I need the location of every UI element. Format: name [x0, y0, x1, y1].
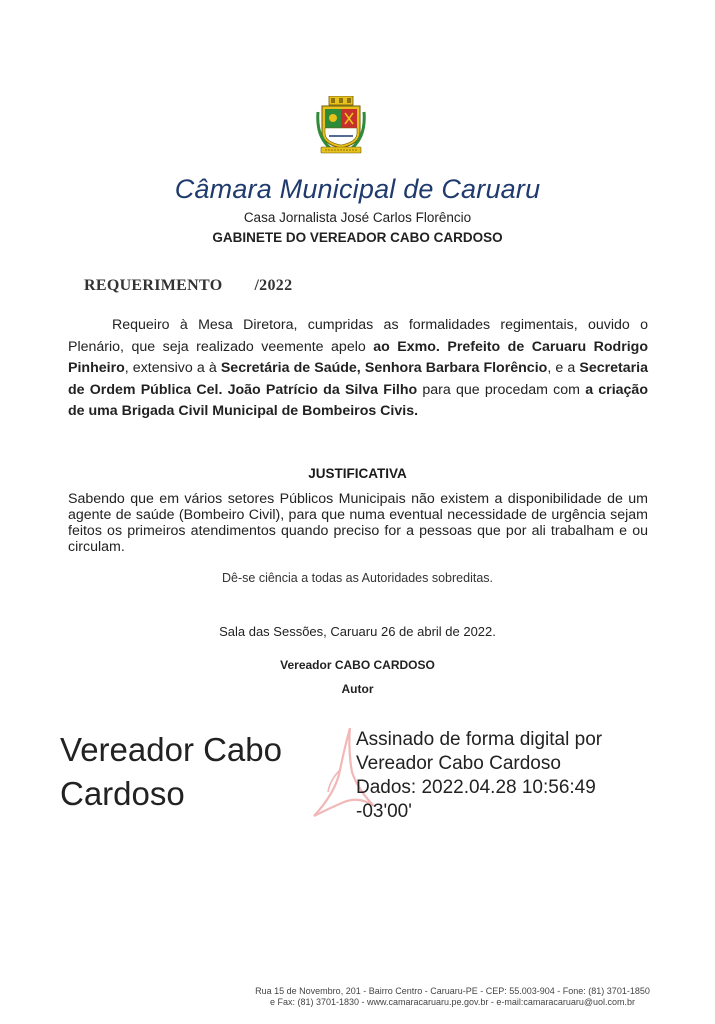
place-date: Sala das Sessões, Caruaru 26 de abril de 2022.	[219, 624, 496, 639]
request-text-4: para que procedam com	[417, 381, 586, 398]
request-bold-brigade: a criação de uma Brigada Civil Municipal de Bombeiros Civis.	[68, 381, 648, 419]
notice-text: Dê-se ciência a todas as Autoridades sobreditas.	[222, 571, 493, 585]
house-subtitle: Casa Jornalista José Carlos Florêncio	[243, 210, 472, 225]
request-text-1: Requeiro à Mesa Diretora, cumpridas as formalidades regimentais, ouvido o Plenário, que seja realizado veemente apelo	[68, 317, 648, 355]
footer-address: Rua 15 de Novembro, 201 - Bairro Centro - Caruaru-PE - CEP: 55.003-904 - Fone: (81) 3701-1850	[255, 986, 650, 996]
justification-title: JUSTIFICATIVA	[308, 466, 407, 481]
office-heading: GABINETE DO VEREADOR CABO CARDOSO	[212, 230, 503, 245]
signature-name-line-2: Cardoso	[60, 775, 185, 812]
request-bold-security: Secretaria de Ordem Pública Cel. João Patrício da Silva Filho	[68, 360, 648, 398]
author-name: Vereador CABO CARDOSO	[280, 658, 435, 672]
request-heading	[84, 277, 292, 295]
signature-line-3: Dados: 2022.04.28 10:56:49	[356, 777, 596, 798]
signature-line-2: Vereador Cabo Cardoso	[356, 753, 561, 774]
municipal-coat-of-arms-icon	[316, 96, 366, 156]
request-text-3: , e a	[547, 360, 580, 376]
request-title: REQUERIMENTO	[84, 277, 223, 294]
justification-text: Sabendo que em vários setores Públicos Municipais não existem a disponibilidade de um agente de saúde (Bombeiro Civil), para que numa eventual necessidade de urgência sejam feitos os primeiros atendimentos quando preciso for a pessoas que por ali trabalham e ou circulam.	[68, 491, 648, 555]
signature-line-4: -03'00'	[356, 801, 412, 822]
request-text-2: , extensivo a à	[124, 360, 221, 376]
request-bold-mayor: ao Exmo. Prefeito de Caruaru Rodrigo Pinheiro	[68, 338, 649, 376]
request-number: /2022	[254, 277, 293, 294]
institution-title: Câmara Municipal de Caruaru	[174, 174, 541, 204]
footer	[0, 986, 715, 1008]
signature-name	[60, 728, 340, 816]
signature-line-1: Assinado de forma digital por	[356, 729, 603, 750]
request-body	[68, 315, 648, 423]
request-bold-health: Secretária de Saúde, Senhora Barbara Florêncio	[220, 360, 548, 376]
signature-name-line-1: Vereador Cabo	[60, 731, 282, 768]
author-role: Autor	[341, 682, 374, 696]
signature-details	[356, 728, 686, 824]
footer-contact: e Fax: (81) 3701-1830 - www.camaracaruaru.pe.gov.br - e-mail:camaracaruaru@uol.com.br	[269, 997, 636, 1007]
